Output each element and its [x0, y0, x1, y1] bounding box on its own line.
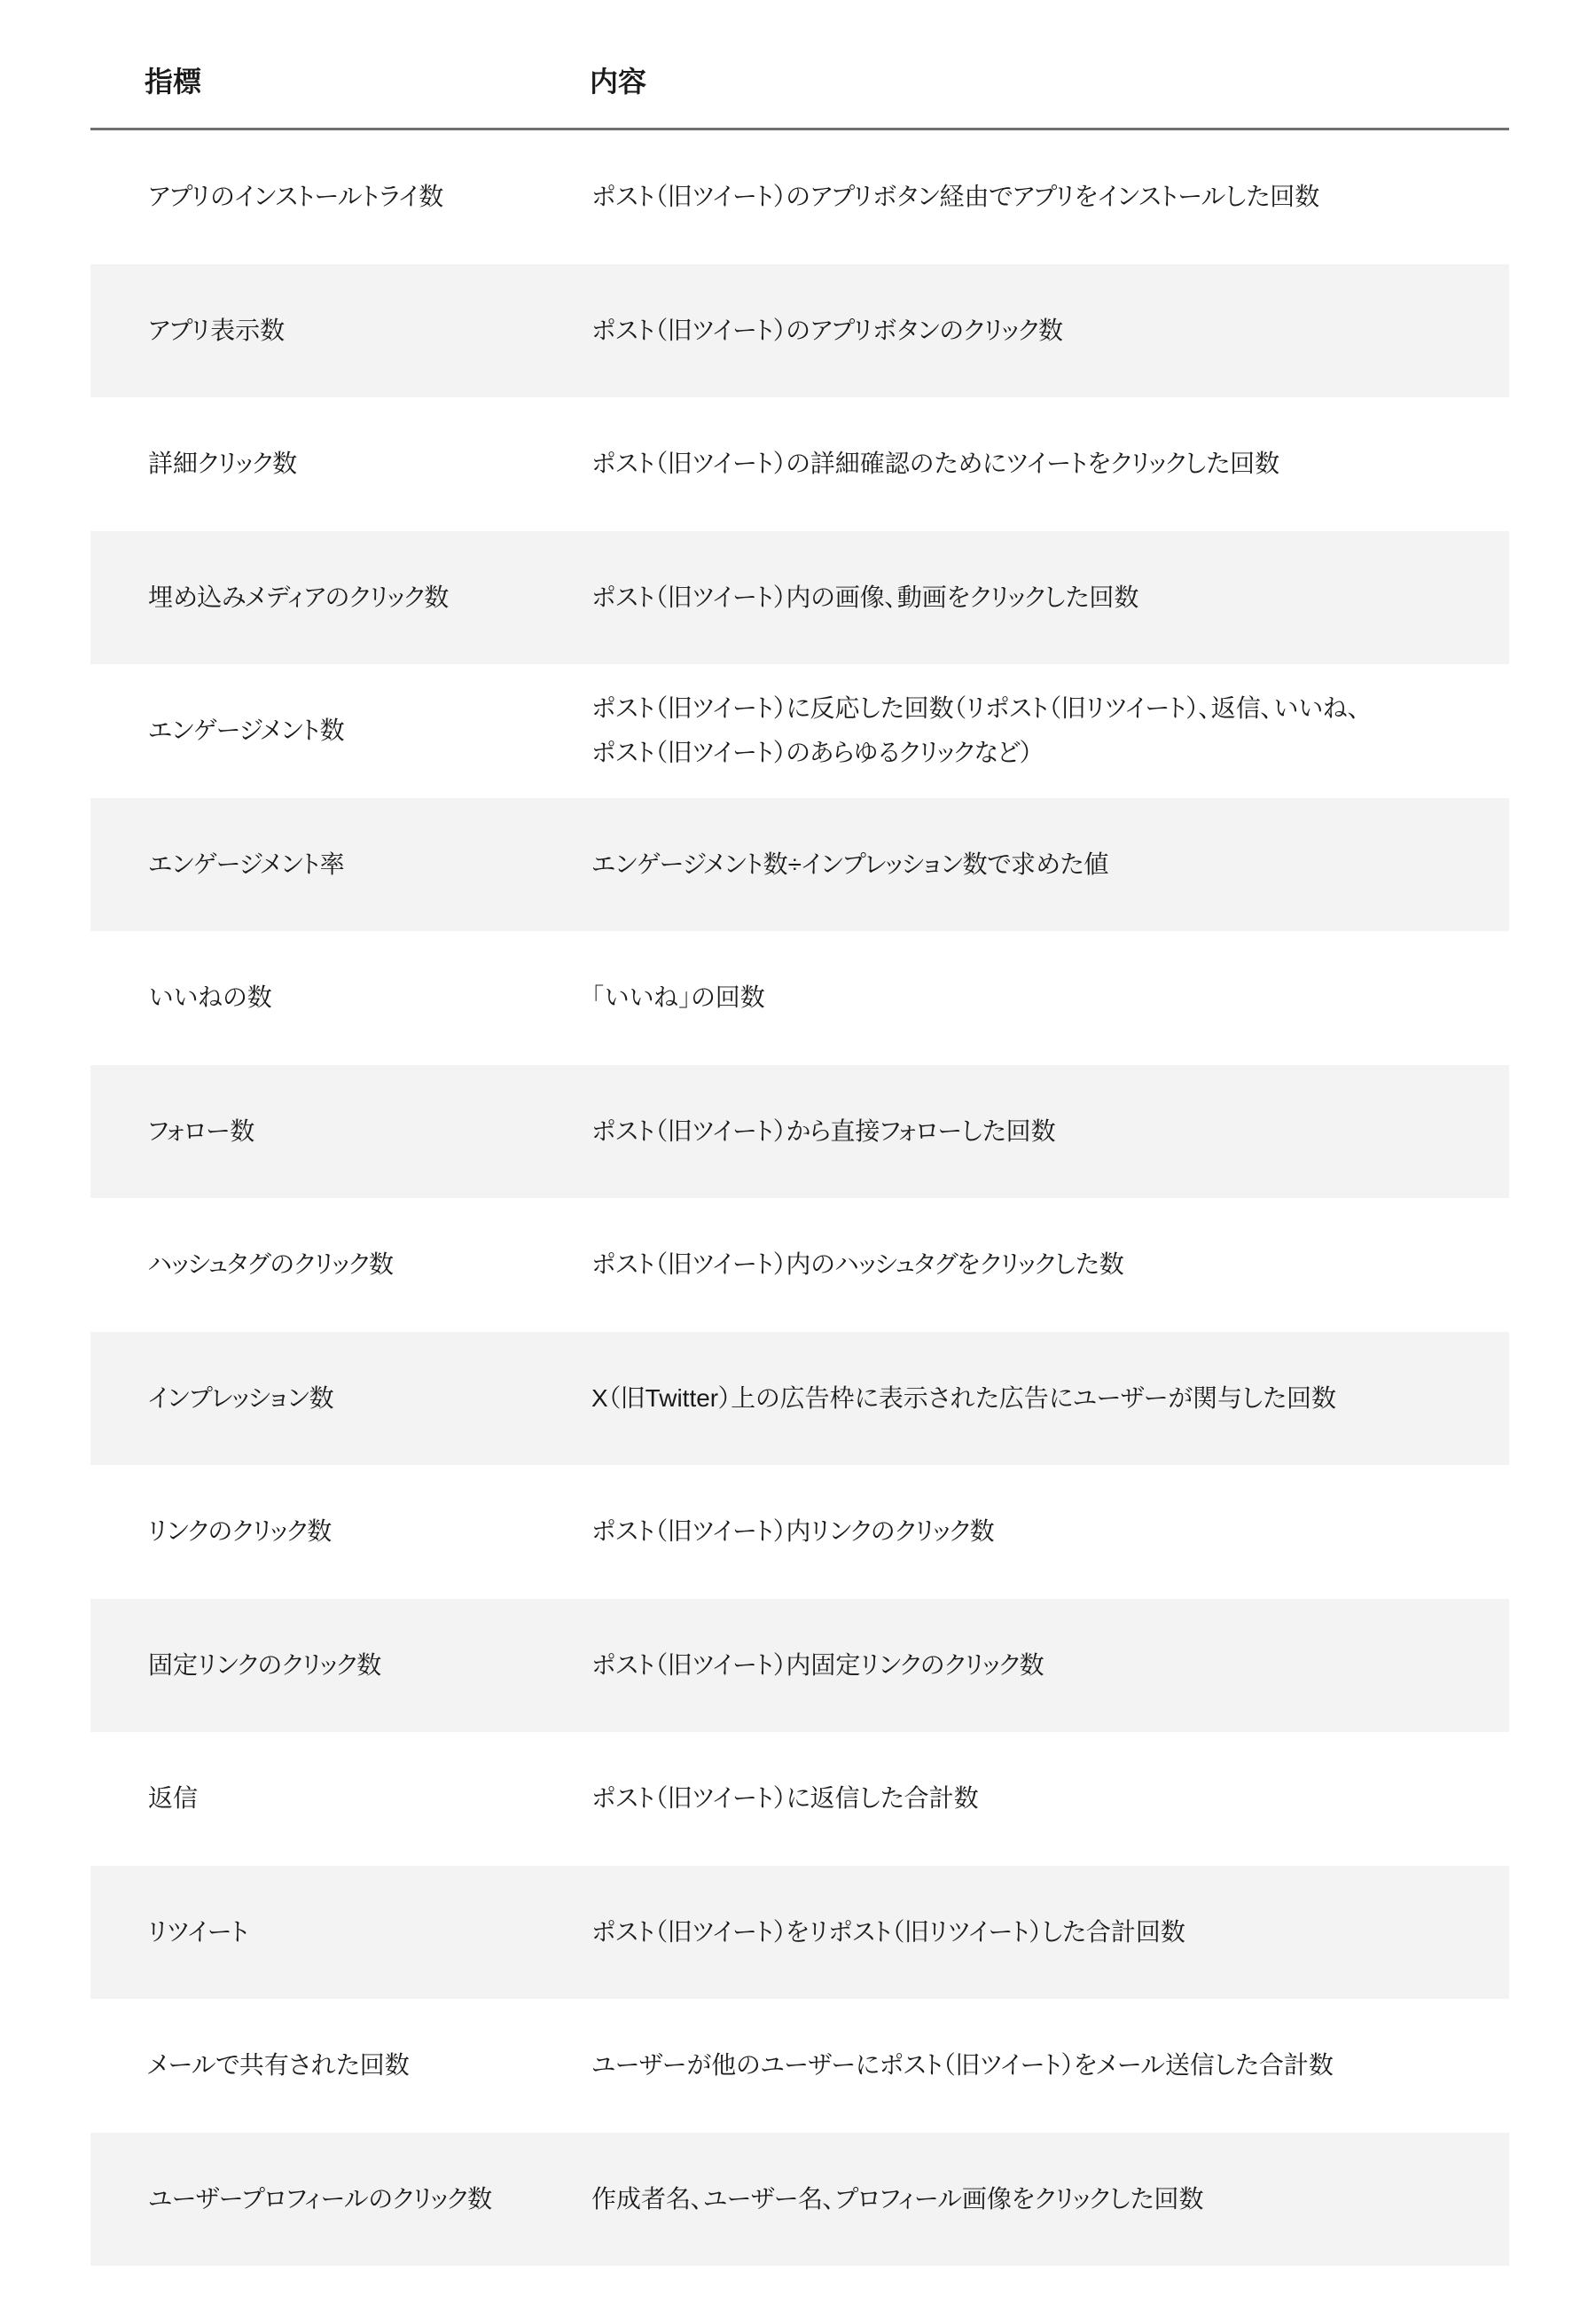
metric-cell: ユーザープロフィールのクリック数	[148, 2184, 493, 2213]
description-cell: ポスト（旧ツイート）に反応した回数（リポスト（旧リツイート）、返信、いいね、 ポスト（旧ツイート）のあらゆるクリックなど）	[591, 694, 1361, 767]
table-row	[90, 264, 1509, 398]
table-row	[90, 397, 1509, 531]
description-cell: エンゲージメント数÷インプレッション数で求めた値	[591, 850, 1109, 878]
table-row	[90, 531, 1509, 665]
table-row	[90, 2133, 1509, 2267]
table-row	[90, 664, 1509, 798]
header-content: 内容	[590, 66, 647, 98]
description-cell: ポスト（旧ツイート）のアプリボタンのクリック数	[591, 316, 1064, 344]
description-cell: ポスト（旧ツイート）のアプリボタン経由でアプリをインストールした回数	[591, 183, 1320, 211]
table-row	[90, 1599, 1509, 1733]
metric-cell: インプレッション数	[148, 1383, 334, 1412]
metric-cell: 返信	[148, 1784, 199, 1813]
metric-cell: メールで共有された回数	[148, 2051, 410, 2080]
description-cell: ポスト（旧ツイート）から直接フォローした回数	[591, 1116, 1056, 1145]
table-row	[90, 1332, 1509, 1466]
description-cell: ポスト（旧ツイート）内の画像、動画をクリックした回数	[591, 583, 1139, 611]
description-cell: 「いいね」の回数	[591, 983, 765, 1012]
metric-cell: アプリ表示数	[148, 316, 286, 344]
table-row	[90, 798, 1509, 932]
table-row	[90, 1065, 1509, 1199]
metric-cell: 固定リンクのクリック数	[148, 1650, 382, 1679]
metric-cell: リツイート	[148, 1917, 249, 1946]
metric-cell: フォロー数	[148, 1116, 255, 1145]
description-cell: ポスト（旧ツイート）内固定リンクのクリック数	[591, 1650, 1044, 1679]
description-cell: ポスト（旧ツイート）をリポスト（旧リツイート）した合計回数	[591, 1917, 1185, 1946]
table-body	[90, 130, 1509, 2266]
description-cell: X（旧Twitter）上の広告枠に表示された広告にユーザーが関与した回数	[591, 1383, 1337, 1412]
metric-cell: ハッシュタグのクリック数	[148, 1250, 395, 1279]
metric-cell: 埋め込みメディアのクリック数	[148, 583, 450, 611]
table-row	[90, 931, 1509, 1065]
table-row	[90, 1999, 1509, 2133]
metric-cell: リンクのクリック数	[148, 1517, 332, 1546]
table-row	[90, 130, 1509, 264]
metric-cell: 詳細クリック数	[148, 450, 298, 478]
metrics-table	[90, 0, 1509, 2266]
metric-cell: エンゲージメント率	[148, 850, 345, 878]
table-row	[90, 1866, 1509, 2000]
description-cell: ポスト（旧ツイート）内のハッシュタグをクリックした数	[591, 1250, 1124, 1279]
metric-cell: エンゲージメント数	[148, 717, 345, 745]
table-row	[90, 1465, 1509, 1599]
table-header	[90, 0, 1509, 130]
description-cell: ポスト（旧ツイート）に返信した合計数	[591, 1784, 979, 1813]
description-cell: ポスト（旧ツイート）内リンクのクリック数	[591, 1517, 995, 1546]
description-cell: 作成者名、ユーザー名、プロフィール画像をクリックした回数	[591, 2184, 1204, 2213]
header-metric: 指標	[145, 66, 202, 98]
table-row	[90, 1198, 1509, 1332]
description-cell: ユーザーが他のユーザーにポスト（旧ツイート）をメール送信した合計数	[591, 2051, 1334, 2080]
description-cell: ポスト（旧ツイート）の詳細確認のためにツイートをクリックした回数	[591, 450, 1280, 478]
metric-cell: いいねの数	[148, 983, 272, 1012]
table-row	[90, 1732, 1509, 1866]
metric-cell: アプリのインストールトライ数	[148, 183, 444, 211]
